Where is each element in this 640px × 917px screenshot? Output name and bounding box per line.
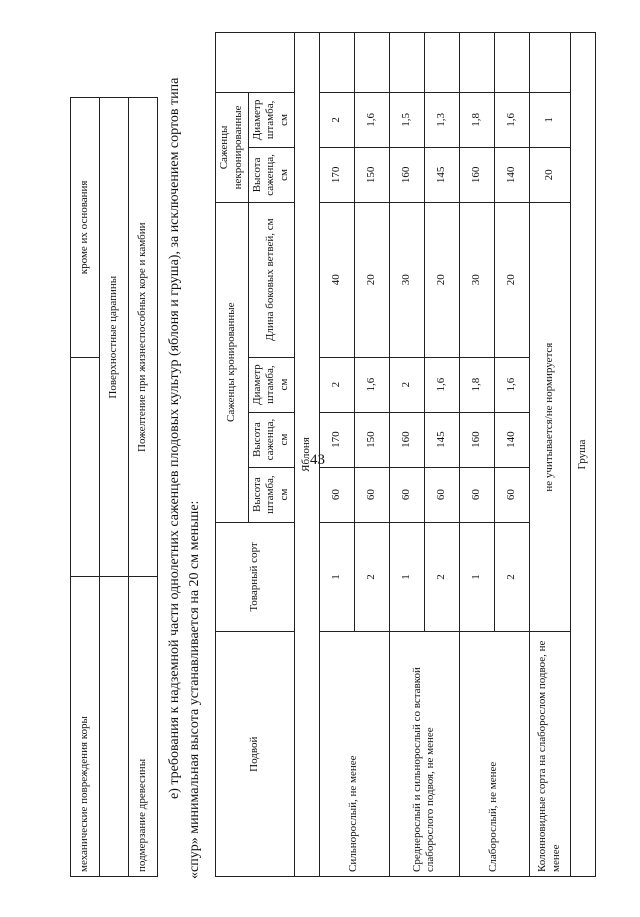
page-number: 43 (310, 452, 325, 468)
header-rootstock: Подвой (216, 632, 295, 877)
value-cell: 40 (319, 202, 354, 357)
value-cell: 170 (319, 412, 354, 467)
rootstock-cell: Слаборослый, не менее (459, 632, 529, 877)
value-cell: 1,3 (424, 92, 459, 147)
value-cell: 60 (459, 467, 494, 522)
table-row (319, 33, 354, 877)
value-cell: 20 (424, 202, 459, 357)
header-crowned: Саженцы кронированные (216, 202, 249, 522)
value-cell: 145 (424, 412, 459, 467)
rootstock-cell: Колонновидные сорта на слаборослом подвое, не менее (529, 632, 570, 877)
table-cell: Поверхностные царапины (100, 98, 129, 577)
header-branch-length: Длина боковых ветвей, см (248, 202, 294, 357)
value-cell: 1,6 (494, 92, 529, 147)
grade-cell: 1 (389, 522, 424, 632)
value-cell: 2 (319, 357, 354, 412)
rootstock-cell: Среднерослый и сильнорослый со вставкой слаборослого подвоя, не менее (389, 632, 459, 877)
requirements-table (215, 32, 596, 877)
value-cell: 160 (389, 147, 424, 202)
table-cell: кроме их основания (71, 98, 100, 358)
header-row (216, 33, 249, 877)
value-cell: 140 (494, 412, 529, 467)
table-cell: механические повреждения коры (71, 577, 100, 877)
header-stem-height: Высота штамба, см (248, 467, 294, 522)
value-cell: 145 (424, 147, 459, 202)
value-cell: 160 (459, 147, 494, 202)
table-cell: подмерзание древесины (129, 577, 158, 877)
grade-cell: 2 (424, 522, 459, 632)
header-seedling-height: Высота саженца, см (248, 147, 294, 202)
table-row (129, 98, 158, 877)
section-row (294, 33, 319, 877)
table-row (529, 33, 570, 877)
value-cell: 140 (494, 147, 529, 202)
empty-cell (459, 33, 494, 93)
value-cell: 2 (389, 357, 424, 412)
value-cell: 150 (354, 412, 389, 467)
table-row (71, 98, 100, 877)
value-cell: 20 (494, 202, 529, 357)
value-cell: 60 (494, 467, 529, 522)
value-cell: 1,6 (354, 357, 389, 412)
grade-cell: 1 (459, 522, 494, 632)
value-cell: 1,5 (389, 92, 424, 147)
value-cell: 1 (529, 92, 570, 147)
merged-cell: не учитывается/не нормируется (529, 202, 570, 632)
header-empty (216, 33, 295, 93)
grade-cell: 2 (494, 522, 529, 632)
table-cell (100, 577, 129, 877)
empty-cell (494, 33, 529, 93)
table-row (100, 98, 129, 877)
value-cell: 60 (389, 467, 424, 522)
header-seedling-height: Высота саженца, см (248, 412, 294, 467)
value-cell: 1,8 (459, 357, 494, 412)
empty-cell (529, 33, 570, 93)
section-heading: е) требования к надземной части однолетних саженцев плодовых культур (яблоня и груша), за исключением сортов типа «спур» минимальная высота устанавливается на 20 см меньше: (167, 77, 202, 879)
value-cell: 20 (529, 147, 570, 202)
empty-cell (389, 33, 424, 93)
value-cell: 30 (459, 202, 494, 357)
value-cell: 2 (319, 92, 354, 147)
value-cell: 170 (319, 147, 354, 202)
value-cell: 60 (424, 467, 459, 522)
table-cell: Пожелтение при жизнеспособных коре и камбии (129, 98, 158, 577)
header-stem-diameter: Диаметр штамба, см (248, 92, 294, 147)
table-row (459, 33, 494, 877)
value-cell: 1,6 (354, 92, 389, 147)
section-pear: Груша (570, 33, 595, 877)
value-cell: 1,6 (494, 357, 529, 412)
header-stem-diameter: Диаметр штамба, см (248, 357, 294, 412)
value-cell: 1,6 (424, 357, 459, 412)
table-cell (71, 357, 100, 577)
header-uncrowned: Саженцы некронированные (216, 92, 249, 202)
grade-cell: 2 (354, 522, 389, 632)
value-cell: 150 (354, 147, 389, 202)
value-cell: 160 (459, 412, 494, 467)
section-apple: Яблоня (294, 33, 319, 877)
value-cell: 20 (354, 202, 389, 357)
empty-cell (354, 33, 389, 93)
value-cell: 30 (389, 202, 424, 357)
value-cell: 1,8 (459, 92, 494, 147)
grade-cell: 1 (319, 522, 354, 632)
value-cell: 160 (389, 412, 424, 467)
empty-cell (424, 33, 459, 93)
rootstock-cell: Сильнорослый, не менее (319, 632, 389, 877)
value-cell: 60 (319, 467, 354, 522)
section-row (570, 33, 595, 877)
value-cell: 60 (354, 467, 389, 522)
empty-cell (319, 33, 354, 93)
defects-table (70, 97, 158, 877)
table-row (389, 33, 424, 877)
header-grade: Товарный сорт (216, 522, 295, 632)
